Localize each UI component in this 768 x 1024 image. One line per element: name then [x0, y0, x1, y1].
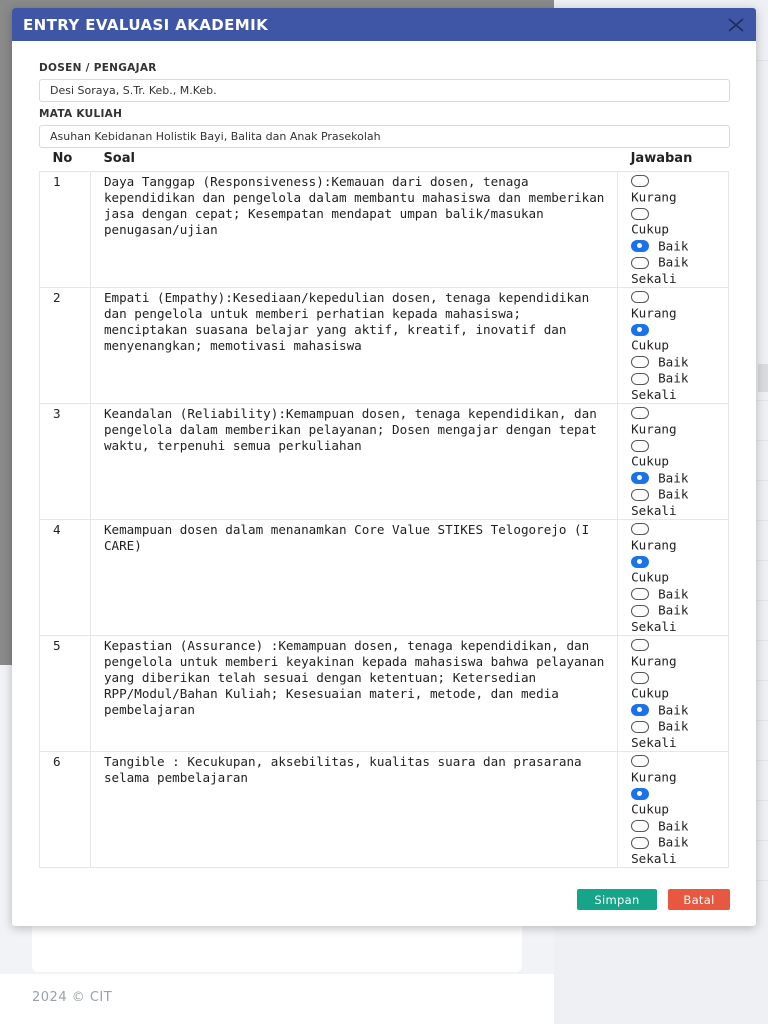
radio-button[interactable]	[631, 556, 649, 568]
answer-option-label-cont: Sekali	[631, 270, 677, 286]
radio-button[interactable]	[631, 373, 649, 385]
answer-option-text	[631, 685, 728, 702]
question-text: Daya Tanggap (Responsiveness):Kemauan dari dosen, tenaga kependidikan dan pengelola dalam membantu mahasiswa dan memberikan jasa dengan cepat; Kesempatan mendapat umpan balik/masukan penugasan/ujian	[90, 171, 617, 287]
radio-button[interactable]	[631, 605, 649, 617]
answer-option-text	[631, 453, 728, 470]
radio-button[interactable]	[631, 356, 649, 368]
answer-option-label: Cukup	[631, 569, 670, 585]
answer-option[interactable]	[631, 521, 728, 537]
question-text: Kepastian (Assurance) :Kemampuan dosen, tenaga kependidikan, dan pengelola untuk memberi keyakinan kepada mahasiswa bahwa pelayanan yang diberikan telah sesuai dengan ketentuan; Ketersedian RPP/Modul/Bahan Kuliah; Kesesuaian materi, metode, dan media pembelajaran	[90, 635, 617, 751]
answer-option-label: Baik	[658, 238, 689, 253]
radio-button[interactable]	[631, 324, 649, 336]
close-icon[interactable]	[726, 15, 746, 35]
radio-button[interactable]	[631, 721, 649, 733]
modal-title: ENTRY EVALUASI AKADEMIK	[23, 15, 269, 34]
answer-option-label-cont: Sekali	[631, 850, 677, 866]
radio-button[interactable]	[631, 788, 649, 800]
answer-options	[618, 403, 729, 519]
table-row	[40, 287, 729, 403]
evaluation-table	[39, 150, 729, 868]
matkul-label: MATA KULIAH	[39, 108, 123, 120]
answer-option[interactable]	[631, 818, 728, 835]
answer-option[interactable]	[631, 354, 728, 371]
radio-button[interactable]	[631, 407, 649, 419]
answer-option-label: Kurang	[631, 421, 677, 436]
answer-option-label: Baik	[658, 718, 689, 734]
answer-option-label: Baik	[658, 702, 689, 717]
answer-option-label: Baik	[658, 254, 689, 270]
answer-option-label: Baik	[658, 486, 689, 502]
answer-option[interactable]	[631, 834, 728, 851]
save-button[interactable]: Simpan	[577, 889, 657, 910]
modal-header	[12, 8, 756, 41]
answer-option-label: Baik	[658, 818, 689, 833]
radio-button[interactable]	[631, 257, 649, 269]
table-row	[40, 171, 729, 287]
answer-option[interactable]	[631, 238, 728, 255]
radio-button[interactable]	[631, 672, 649, 684]
matkul-field[interactable]: Asuhan Kebidanan Holistik Bayi, Balita dan Anak Prasekolah	[39, 125, 730, 148]
radio-button[interactable]	[631, 291, 649, 303]
question-number: 5	[40, 635, 91, 751]
answer-option[interactable]	[631, 753, 728, 769]
answer-option[interactable]	[631, 785, 728, 801]
answer-option[interactable]	[631, 370, 728, 387]
radio-button[interactable]	[631, 704, 649, 716]
answer-option-label-cont: Sekali	[631, 734, 677, 750]
answer-option-text	[631, 337, 728, 354]
answer-option-label: Cukup	[631, 801, 670, 817]
answer-option-label-cont: Sekali	[631, 502, 677, 518]
answer-option-text	[631, 421, 728, 438]
answer-option-label: Kurang	[631, 769, 677, 784]
answer-option-text	[631, 221, 728, 238]
radio-button[interactable]	[631, 208, 649, 220]
answer-option-label: Kurang	[631, 305, 677, 320]
radio-button[interactable]	[631, 820, 649, 832]
answer-option-text	[631, 769, 728, 786]
answer-option[interactable]	[631, 321, 728, 337]
answer-option-label: Cukup	[631, 221, 670, 237]
radio-button[interactable]	[631, 440, 649, 452]
answer-option[interactable]	[631, 586, 728, 603]
dosen-label: DOSEN / PENGAJAR	[39, 62, 157, 74]
answer-options	[618, 519, 729, 635]
table-row	[40, 403, 729, 519]
answer-options	[618, 171, 729, 287]
radio-button[interactable]	[631, 588, 649, 600]
answer-options	[618, 635, 729, 751]
answer-option-label: Kurang	[631, 537, 677, 552]
answer-option-label: Baik	[658, 470, 689, 485]
answer-option-text	[631, 189, 728, 206]
answer-option-label: Cukup	[631, 337, 670, 353]
answer-option-label: Baik	[658, 370, 689, 386]
table-row	[40, 519, 729, 635]
answer-option-text	[631, 801, 728, 818]
answer-option-label-cont: Sekali	[631, 618, 677, 634]
answer-option-text	[631, 537, 728, 554]
table-row	[40, 751, 729, 867]
question-text: Keandalan (Reliability):Kemampuan dosen, tenaga kependidikan, dan pengelola dalam memberikan pelayanan; Dosen mengajar dengan tepat waktu, terpenuhi semua perkuliahan	[90, 403, 617, 519]
answer-option-label: Kurang	[631, 189, 677, 204]
radio-button[interactable]	[631, 523, 649, 535]
evaluation-modal	[12, 8, 756, 926]
question-number: 1	[40, 171, 91, 287]
answer-option-text	[631, 305, 728, 322]
modal-footer	[577, 889, 730, 910]
answer-option-text	[631, 653, 728, 670]
background-card	[32, 920, 522, 972]
answer-options	[618, 287, 729, 403]
answer-option-label: Baik	[658, 834, 689, 850]
answer-option[interactable]	[631, 486, 728, 503]
answer-option[interactable]	[631, 718, 728, 735]
answer-option[interactable]	[631, 553, 728, 569]
radio-button[interactable]	[631, 837, 649, 849]
question-text: Tangible : Kecukupan, aksebilitas, kualitas suara dan prasarana selama pembelajaran	[90, 751, 617, 867]
header-no: No	[40, 150, 91, 171]
question-number: 6	[40, 751, 91, 867]
radio-button[interactable]	[631, 489, 649, 501]
answer-option[interactable]	[631, 405, 728, 421]
answer-option-label: Baik	[658, 586, 689, 601]
radio-button[interactable]	[631, 175, 649, 187]
answer-option[interactable]	[631, 702, 728, 719]
header-jawaban: Jawaban	[618, 150, 729, 171]
answer-option-text	[631, 569, 728, 586]
modal-body	[12, 62, 756, 868]
answer-option[interactable]	[631, 173, 728, 189]
answer-option[interactable]	[631, 437, 728, 453]
radio-button[interactable]	[631, 240, 649, 252]
answer-option-label: Cukup	[631, 453, 670, 469]
radio-button[interactable]	[631, 755, 649, 767]
answer-option[interactable]	[631, 205, 728, 221]
footer-copyright: 2024 © CIT	[32, 990, 113, 1005]
answer-option-label: Kurang	[631, 653, 677, 668]
question-number: 2	[40, 287, 91, 403]
dosen-field[interactable]: Desi Soraya, S.Tr. Keb., M.Keb.	[39, 79, 730, 102]
answer-option-label: Baik	[658, 602, 689, 618]
answer-option-label: Cukup	[631, 685, 670, 701]
question-text: Kemampuan dosen dalam menanamkan Core Value STIKES Telogorejo (I CARE)	[90, 519, 617, 635]
question-text: Empati (Empathy):Kesediaan/kepedulian dosen, tenaga kependidikan dan pengelola untuk memberi perhatian kepada mahasiswa; menciptakan suasana belajar yang aktif, kreatif, inovatif dan menyenangkan; memotivasi mahasiswa	[90, 287, 617, 403]
answer-option-label-cont: Sekali	[631, 386, 677, 402]
answer-option[interactable]	[631, 470, 728, 487]
answer-options	[618, 751, 729, 867]
background-overlay-left	[0, 0, 12, 665]
background-scrollbar[interactable]	[758, 364, 768, 392]
radio-button[interactable]	[631, 472, 649, 484]
question-number: 3	[40, 403, 91, 519]
question-number: 4	[40, 519, 91, 635]
cancel-button[interactable]: Batal	[668, 889, 730, 910]
table-row	[40, 635, 729, 751]
answer-option[interactable]	[631, 602, 728, 619]
answer-option[interactable]	[631, 254, 728, 271]
answer-option[interactable]	[631, 669, 728, 685]
answer-option-label: Baik	[658, 354, 689, 369]
radio-button[interactable]	[631, 639, 649, 651]
table-header-row	[40, 150, 729, 171]
answer-option[interactable]	[631, 637, 728, 653]
answer-option[interactable]	[631, 289, 728, 305]
header-soal: Soal	[90, 150, 617, 171]
